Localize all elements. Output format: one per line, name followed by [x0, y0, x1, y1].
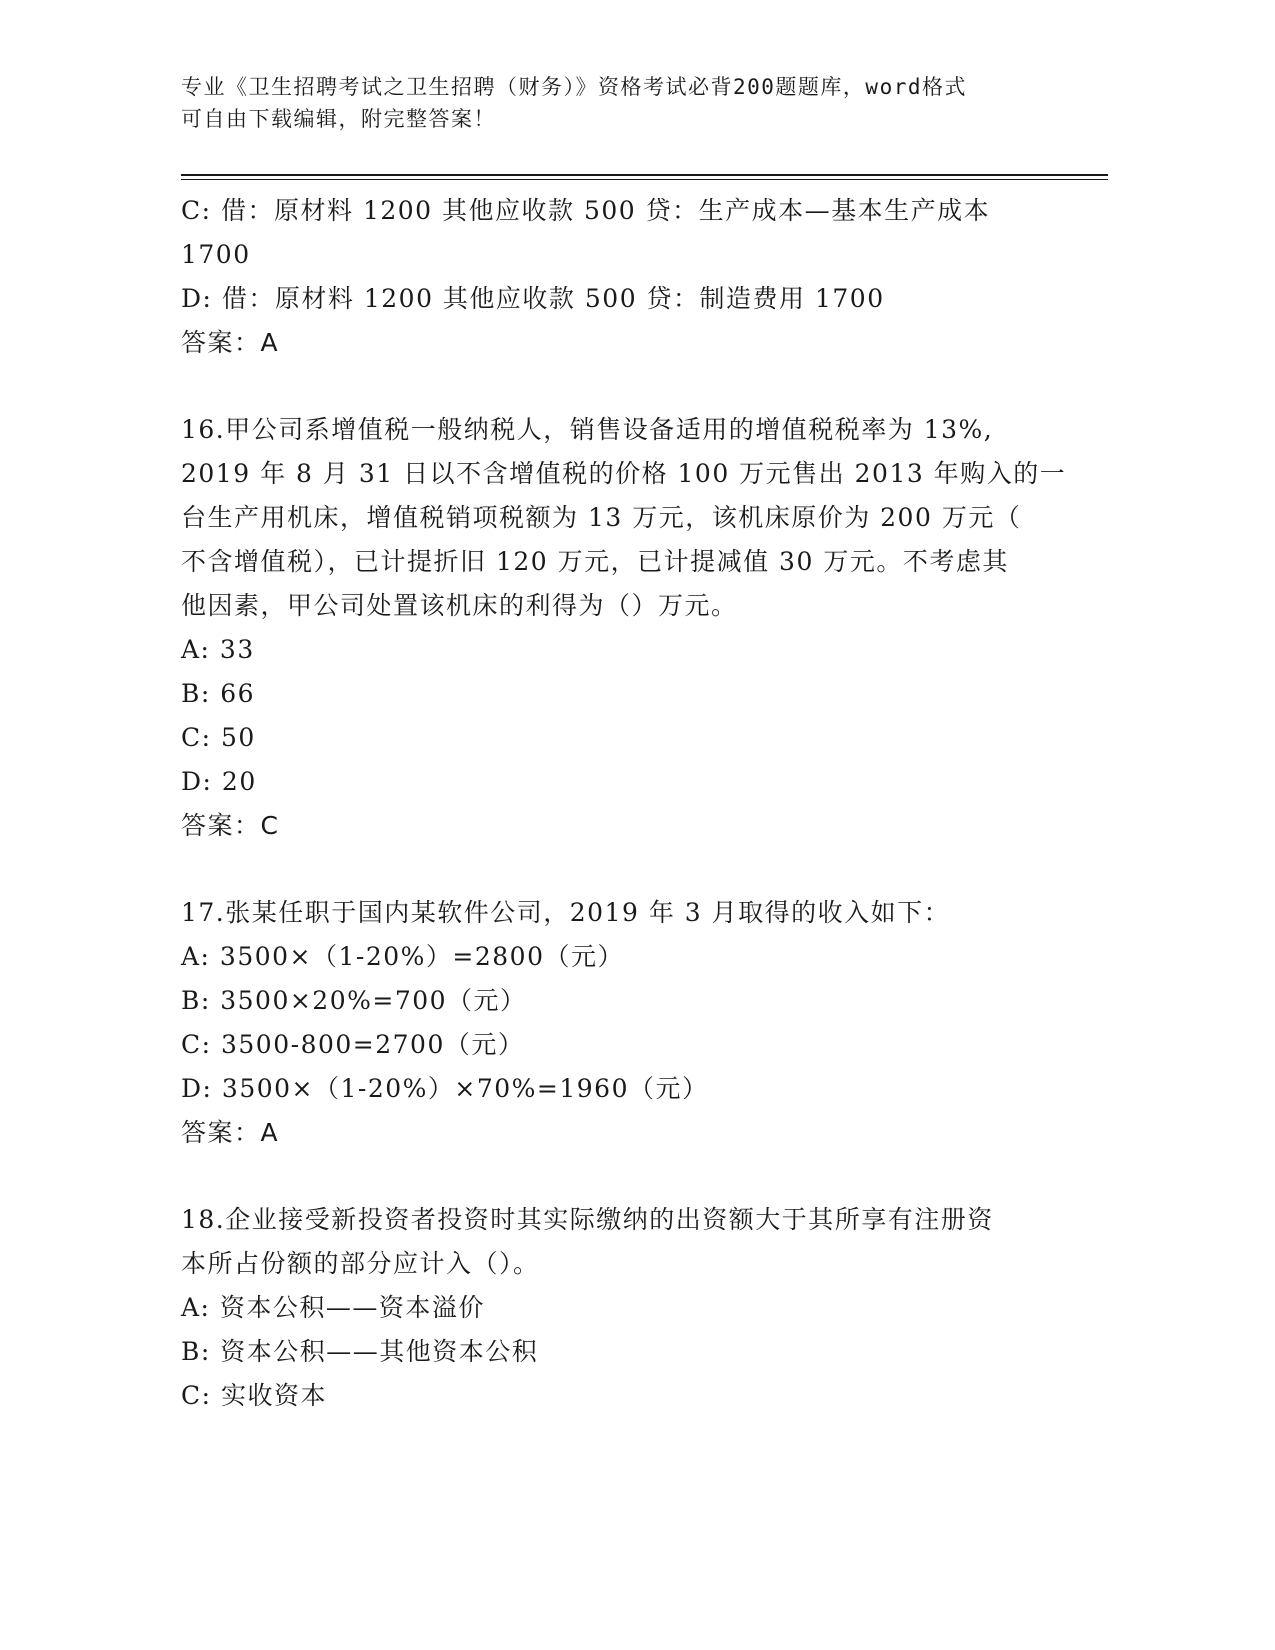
question-18-stem-line: 18.企业接受新投资者投资时其实际缴纳的出资额大于其所享有注册资 — [181, 1205, 994, 1234]
question-17-stem-line: 17.张某任职于国内某软件公司，2019 年 3 月取得的收入如下： — [181, 898, 951, 927]
option-d: D: 借：原材料 1200 其他应收款 500 贷：制造费用 1700 — [181, 284, 885, 313]
option-b: B: 资本公积——其他资本公积 — [181, 1337, 539, 1366]
header-title-line-2: 可自由下载编辑，附完整答案！ — [181, 107, 496, 131]
document-header — [181, 71, 1061, 135]
option-a: A: 33 — [181, 635, 255, 664]
question-17 — [181, 891, 1061, 1155]
question-16-stem-line: 台生产用机床，增值税销项税额为 13 万元，该机床原价为 200 万元（ — [181, 503, 1022, 532]
question-content — [181, 189, 1067, 1418]
option-a: A: 资本公积——资本溢价 — [181, 1293, 485, 1322]
answer: 答案：A — [181, 1118, 280, 1147]
question-16-stem-line: 16.甲公司系增值税一般纳税人，销售设备适用的增值税税率为 13%, — [181, 415, 994, 444]
header-divider-thin — [181, 179, 1108, 180]
question-16 — [181, 408, 1067, 848]
question-16-stem-line: 不含增值税），已计提折旧 120 万元，已计提减值 30 万元。不考虑其 — [181, 547, 1009, 576]
option-c: C: 3500-800=2700（元） — [181, 1030, 525, 1059]
option-d: D: 3500×（1-20%）×70%=1960（元） — [181, 1074, 709, 1103]
option-b: B: 66 — [181, 679, 256, 708]
option-a: A: 3500×（1-20%）=2800（元） — [181, 942, 624, 971]
previous-question-tail — [181, 189, 1061, 365]
answer: 答案：C — [181, 811, 280, 840]
option-c: C: 50 — [181, 723, 256, 752]
header-divider-thick — [181, 174, 1108, 176]
header-title-line-1: 专业《卫生招聘考试之卫生招聘（财务）》资格考试必背200题题库，word格式 — [181, 75, 967, 99]
option-c: C: 实收资本 — [181, 1381, 327, 1410]
option-b: B: 3500×20%=700（元） — [181, 986, 527, 1015]
option-c-line-1: C: 借：原材料 1200 其他应收款 500 贷：生产成本—基本生产成本 — [181, 196, 991, 225]
question-18 — [181, 1198, 1061, 1418]
option-c-line-2: 1700 — [181, 240, 251, 269]
question-16-stem-line: 他因素，甲公司处置该机床的利得为（）万元。 — [181, 591, 738, 620]
option-d: D: 20 — [181, 767, 257, 796]
question-16-stem-line: 2019 年 8 月 31 日以不含增值税的价格 100 万元售出 2013 年购入的一 — [181, 459, 1067, 488]
answer: 答案：A — [181, 328, 280, 357]
question-18-stem-line: 本所占份额的部分应计入（）。 — [181, 1249, 540, 1278]
